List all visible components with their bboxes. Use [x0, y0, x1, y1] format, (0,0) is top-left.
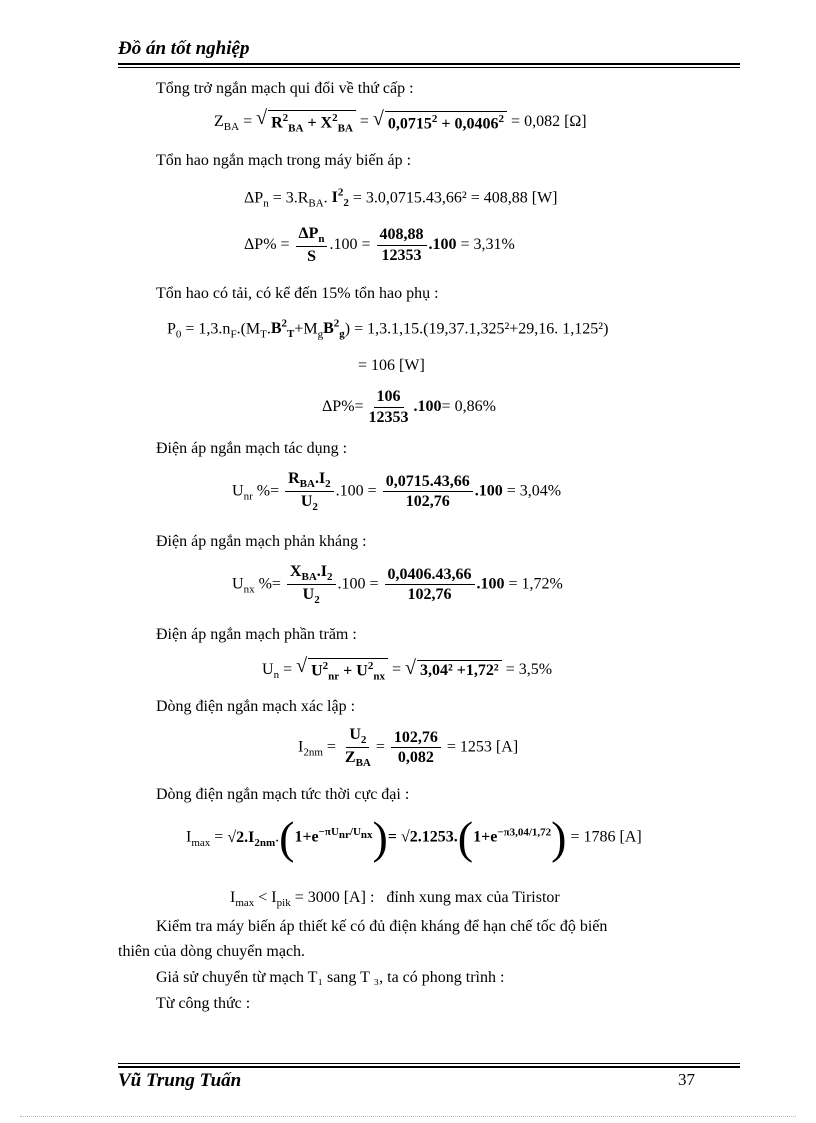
- eq-impedance: $Z_{BA}$ = √ $R^2_{BA} + X^2_{BA}$ = √ $0,0715^2 + 0,0406^2 = 0,082$ [Ω]: [214, 107, 587, 135]
- page-number: 37: [678, 1070, 695, 1089]
- para-peak-current: Dòng điện ngắn mạch tức thời cực đại :: [156, 786, 410, 803]
- eq-load-percent: ΔP%= $\frac{106}{12353}$ .100= 0,86%: [322, 388, 496, 426]
- para-steady-current: Dòng điện ngắn mạch xác lập :: [156, 698, 356, 715]
- eq-unx: $U_{nx}$ %= $\frac{X_{BA}.I_2}{U_2}$ .100 = $\frac{0,0406.43,66}{102,76}$ .100 = 1,72%: [232, 563, 563, 607]
- page-edge: [20, 1116, 796, 1117]
- eq-loss-percent: ΔP% = $\frac{\Delta P_n}{S}$ .100 = $\frac{408,88}{12353}$ .100 = 3,31%: [244, 225, 515, 266]
- para-loss: Tổn hao ngắn mạch trong máy biến áp :: [156, 152, 412, 169]
- footer-rule-thick: [118, 1066, 740, 1068]
- eq-loss-pn: $\Delta P_n = 3.R_{BA}$. $I^2_2 = 3.0,0715.43,66^2 = 408,88$ [W]: [244, 187, 558, 210]
- header-rule-thick: [118, 63, 740, 65]
- eq-p0: $P_0 = 1,3.n_F.(M_T.B^2_T+M_gB^2_g) = 1,3.1,15.(19,37.1,325^2+29,16$. 1,125²): [167, 318, 609, 341]
- header-rule-thin: [118, 67, 740, 68]
- para-percent-voltage: Điện áp ngắn mạch phần trăm :: [156, 626, 357, 643]
- para-load-loss: Tổn hao có tải, có kể đến 15% tổn hao phụ :: [156, 285, 439, 302]
- eq-imax: $I_{max} = √2.I_{2nm}.(1+e^{-\pi U_{nr}/U_{nx}})= √2.1253.(1+e^{-\pi 3,04/1,72}) = 1786$ [A]: [186, 812, 642, 863]
- para-reactive-voltage: Điện áp ngắn mạch phản kháng :: [156, 533, 367, 550]
- para-assume: Giả sử chuyển từ mạch T₁ sang T ₃, ta có phong trình :: [156, 969, 505, 986]
- eq-un: $U_n$ = √ $U^2_{nr} + U^2_{nx}$ = √ 3,04² +1,72² = 3,5%: [262, 655, 553, 683]
- header-title: Đồ án tốt nghiệp: [118, 38, 250, 59]
- footer-rule-thin: [118, 1063, 740, 1064]
- para-check-2: thiên của dòng chuyển mạch.: [118, 943, 306, 960]
- para-formula: Từ công thức :: [156, 995, 251, 1012]
- para-impedance: Tổng trở ngắn mạch qui đổi về thứ cấp :: [156, 80, 414, 97]
- footer-author: Vũ Trung Tuấn: [118, 1070, 242, 1091]
- eq-imax-compare: $I_{max} < I_{pik} = 3000$ [A] : đỉnh xung max của Tiristor: [230, 889, 560, 910]
- para-active-voltage: Điện áp ngắn mạch tác dụng :: [156, 440, 348, 457]
- eq-unr: $U_{nr}$ %= $\frac{R_{BA}.I_2}{U_2}$ .100 = $\frac{0,0715.43,66}{102,76}$ .100 = 3,04%: [232, 470, 562, 514]
- eq-p0-result: = 106 [W]: [358, 357, 425, 374]
- eq-i2nm: $I_{2nm}$ = $\frac{U_2}{Z_{BA}}$ = $\frac{102,76}{0,082}$ = 1253 [A]: [298, 726, 519, 770]
- para-check-1: Kiểm tra máy biến áp thiết kế có đủ điện kháng để hạn chế tốc độ biến: [156, 918, 608, 935]
